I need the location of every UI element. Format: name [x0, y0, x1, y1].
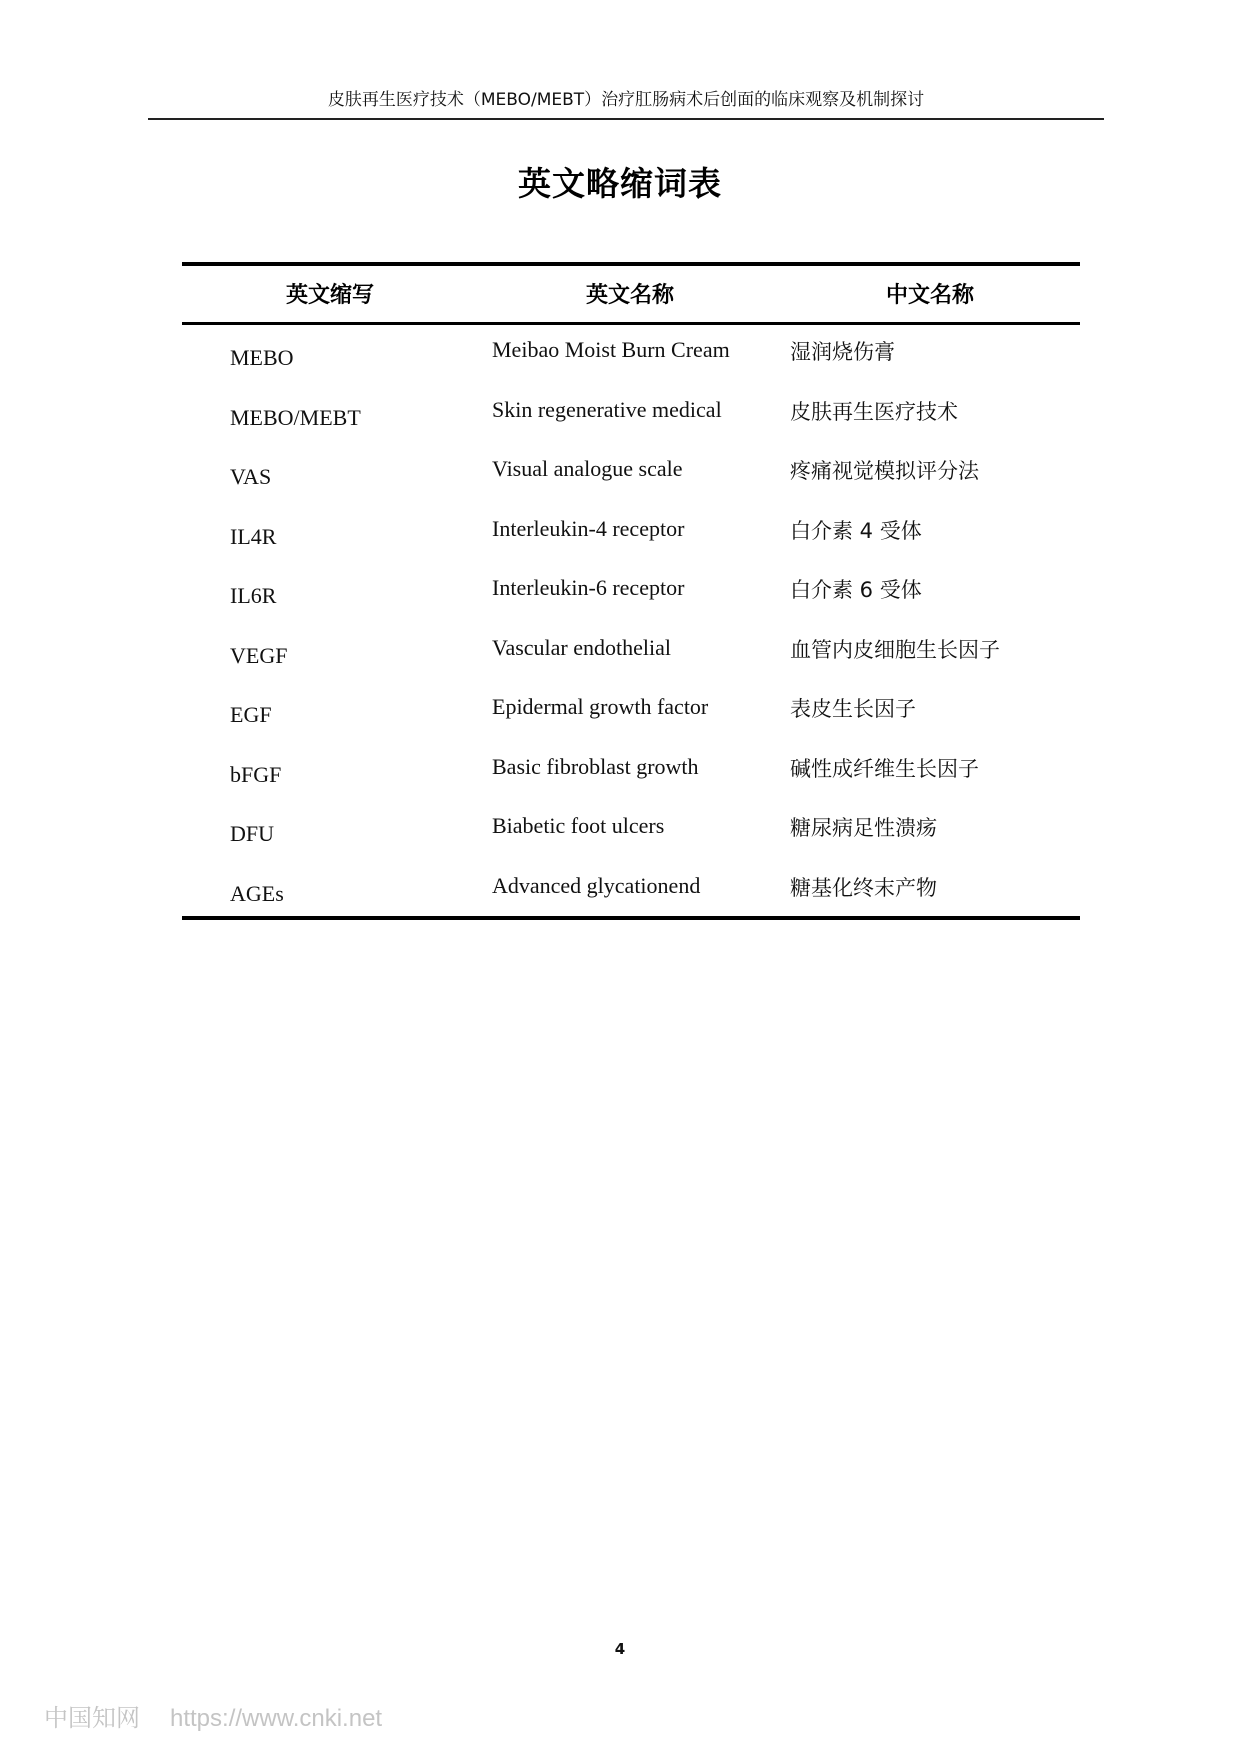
chinese-name-cell: 糖尿病足性溃疡 [790, 816, 937, 840]
chinese-name-cell: 皮肤再生医疗技术 [790, 399, 958, 424]
table-bottom-rule [182, 916, 1080, 920]
abbreviation-cell: AGEs [230, 880, 284, 906]
column-header-chinese-name: 中文名称 [885, 283, 974, 308]
table-row [0, 691, 1240, 751]
table-row [0, 453, 1240, 513]
table-row [0, 870, 1240, 930]
english-name-cell: Vascular endothelial [492, 634, 671, 660]
watermark [44, 1698, 382, 1733]
chinese-name-cell: 表皮生长因子 [790, 697, 916, 721]
english-name-cell: Interleukin-4 receptor [492, 515, 685, 541]
table-header-rule [182, 322, 1080, 325]
english-name-cell: Visual analogue scale [492, 456, 683, 481]
running-header: 皮肤再生医疗技术（MEBO/MEBT）治疗肛肠病术后创面的临床观察及机制探讨 [327, 90, 925, 110]
table-row [0, 751, 1240, 811]
chinese-name-cell: 湿润烧伤膏 [790, 340, 895, 364]
watermark-brand: 中国知网 [44, 1704, 140, 1732]
abbreviation-cell: DFU [230, 821, 275, 846]
abbreviation-cell: MEBO/MEBT [230, 404, 361, 430]
abbreviation-cell: EGF [230, 702, 272, 727]
english-name-cell: Basic fibroblast growth [492, 753, 699, 779]
page-title: 英文略缩词表 [518, 164, 722, 203]
english-name-cell: Skin regenerative medical [492, 396, 722, 422]
header-rule [148, 118, 1104, 120]
chinese-name-cell: 糖基化终末产物 [790, 875, 937, 900]
abbreviation-cell: VEGF [230, 642, 288, 668]
column-header-english-name: 英文名称 [585, 283, 674, 308]
table-row [0, 572, 1240, 632]
english-name-cell: Biabetic foot ulcers [492, 813, 665, 838]
table-row [0, 394, 1240, 454]
chinese-name-cell: 碱性成纤维生长因子 [790, 756, 979, 781]
chinese-name-cell: 白介素 4 受体 [790, 518, 922, 543]
page-number: 4 [614, 1640, 626, 1658]
table-row [0, 513, 1240, 573]
watermark-url: https://www.cnki.net [170, 1705, 383, 1732]
abbreviation-cell: VAS [230, 464, 272, 489]
abbreviation-cell: IL6R [230, 583, 277, 608]
english-name-cell: Epidermal growth factor [492, 694, 709, 719]
column-header-abbreviation: 英文缩写 [285, 283, 374, 308]
english-name-cell: Interleukin-6 receptor [492, 575, 685, 600]
table-row [0, 334, 1240, 394]
abbreviation-cell: MEBO [230, 345, 294, 370]
table-row [0, 810, 1240, 870]
table-top-rule [182, 262, 1080, 266]
table-row [0, 632, 1240, 692]
chinese-name-cell: 血管内皮细胞生长因子 [790, 637, 1000, 662]
abbreviation-cell: IL4R [230, 523, 277, 549]
chinese-name-cell: 疼痛视觉模拟评分法 [790, 459, 979, 483]
abbreviation-cell: bFGF [230, 761, 282, 787]
table-body [0, 334, 1240, 929]
english-name-cell: Advanced glycationend [492, 872, 701, 898]
english-name-cell: Meibao Moist Burn Cream [492, 337, 730, 362]
chinese-name-cell: 白介素 6 受体 [790, 578, 922, 602]
